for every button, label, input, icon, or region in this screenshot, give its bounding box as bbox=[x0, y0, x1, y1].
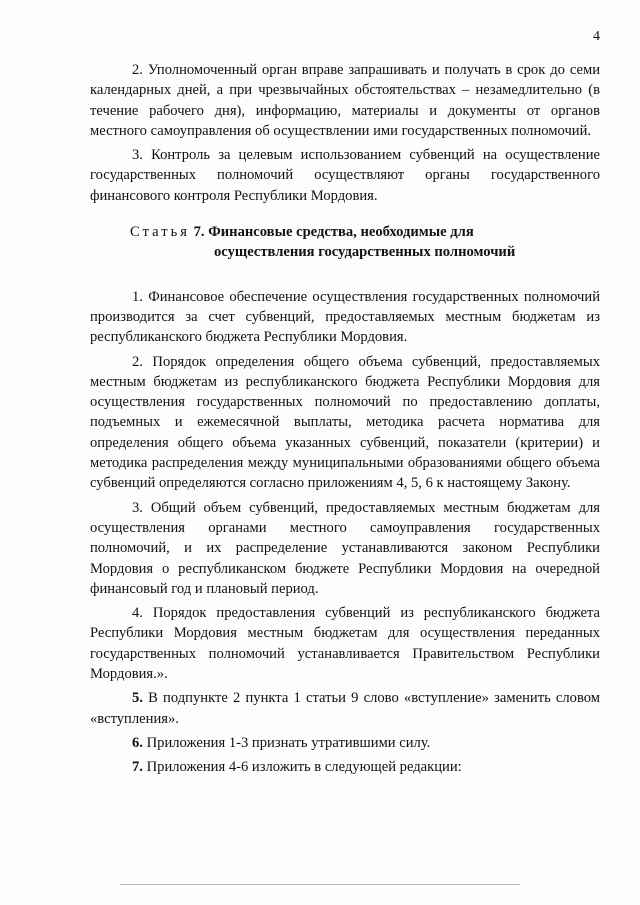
amendment-item bbox=[90, 757, 600, 777]
amendment-number: 5. bbox=[132, 690, 143, 707]
article-title-line-2: осуществления государственных полномочий bbox=[214, 244, 516, 261]
amendment-text: В подпункте 2 пункта 1 статьи 9 слово «вступление» заменить словом «вступления». bbox=[90, 690, 601, 727]
paragraph: 2. Уполномоченный орган вправе запрашивать и получать в срок до семи календарных дней, а при чрезвычайных обстоятельствах – незамедлительно (в течение рабочего дня), информацию, материалы и документы от органов местного самоуправления об осуществлении ими государственных полномочий. bbox=[90, 62, 600, 139]
amendment-number: 6. bbox=[132, 734, 143, 751]
paragraph: 1. Финансовое обеспечение осуществления государственных полномочий производится за счет субвенций, предоставляемых местным бюджетам из республиканского бюджета Республики Мордовия. bbox=[90, 288, 600, 346]
bottom-rule bbox=[120, 884, 520, 885]
paragraph: 2. Порядок определения общего объема субвенций, предоставляемых местным бюджетам из республиканского бюджета Республики Мордовия для осуществления государственных полномочий по предоставлению доплаты, подъемных и ежемесячной выплаты, методика расчета норматива для определения общего объема указанных субвенций, показатели (критерии) и методика распределения между муниципальными образованиями общего объема субвенций определяются согласно приложениям 4, 5, 6 к настоящему Закону. bbox=[90, 353, 600, 492]
article-title-line-1: Финансовые средства, необходимые для bbox=[208, 224, 474, 241]
page-number: 4 bbox=[593, 29, 600, 44]
document-body bbox=[90, 60, 600, 782]
amendment-number: 7. bbox=[132, 759, 143, 776]
amendment-item bbox=[90, 688, 600, 729]
amendment-text: Приложения 4-6 изложить в следующей редакции: bbox=[146, 759, 462, 776]
amendment-text: Приложения 1-3 признать утратившими силу. bbox=[146, 734, 431, 751]
amendment-item bbox=[90, 733, 600, 753]
article-heading bbox=[90, 222, 600, 263]
paragraph: 3. Общий объем субвенций, предоставляемых местным бюджетам для осуществления органами местного самоуправления государственных полномочий, и их распределение устанавливаются законом Республики Мордовия о республиканском бюджете Республики Мордовия на очередной финансовый год и плановый период. bbox=[90, 499, 600, 597]
paragraph: 4. Порядок предоставления субвенций из республиканского бюджета Республики Мордовия местным бюджетам для осуществления переданных государственных полномочий устанавливается Правительством Республики Мордовия.». bbox=[90, 605, 600, 683]
article-number: 7. bbox=[193, 224, 205, 241]
paragraph: 3. Контроль за целевым использованием субвенций на осуществление государственных полномочий осуществляют органы государственного финансового контроля Республики Мордовия. bbox=[90, 147, 600, 204]
article-prefix: Статья bbox=[130, 224, 190, 241]
